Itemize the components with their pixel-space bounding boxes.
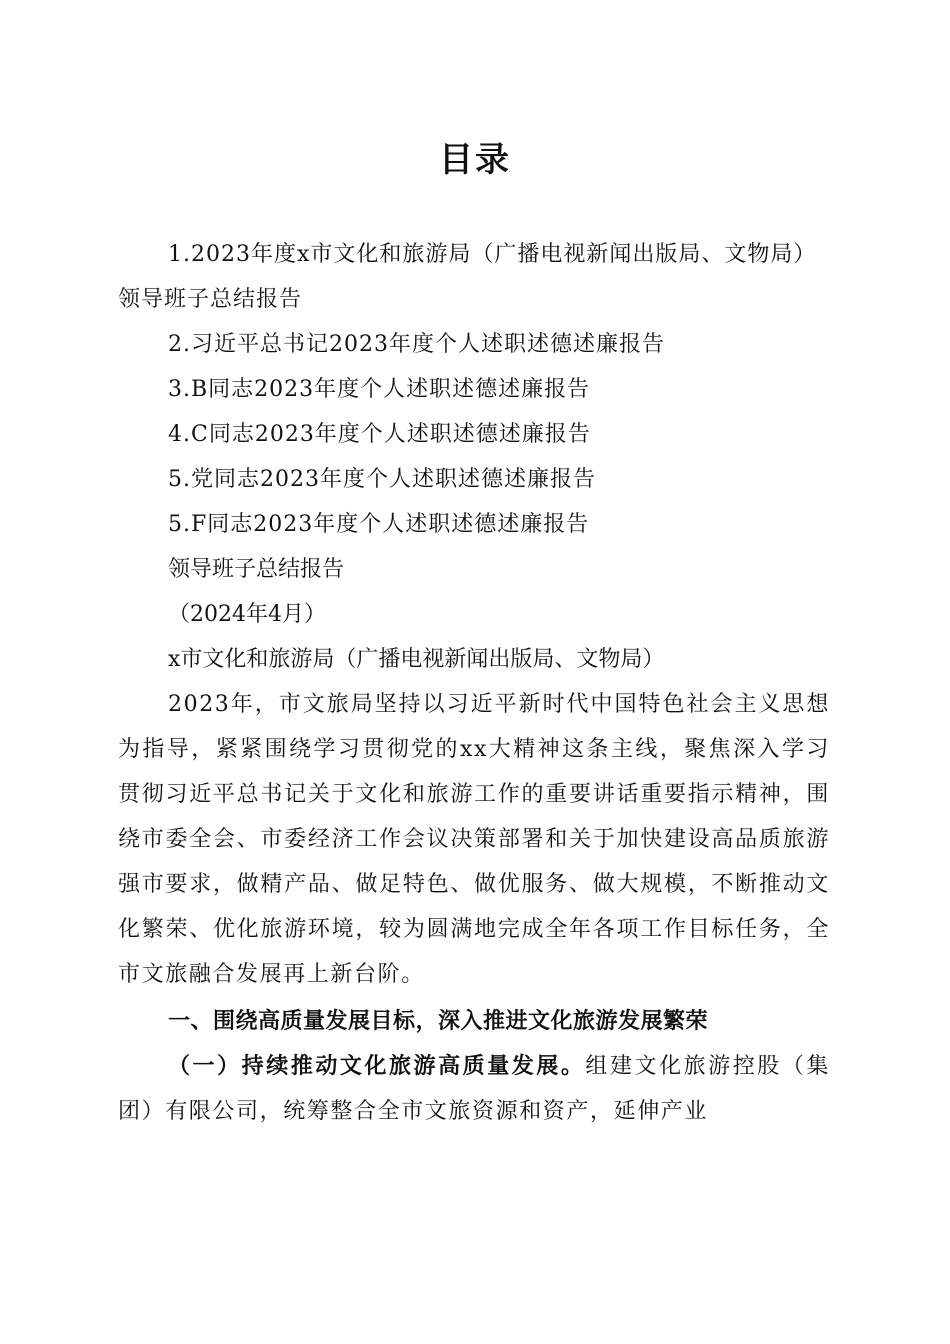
report-date: （2024年4月） — [168, 602, 326, 627]
intro-paragraph: 2023年，市文旅局坚持以习近平新时代中国特色社会主义思想为指导，紧紧围绕学习贯彻党的xx大精神这条主线，聚焦深入学习贯彻习近平总书记关于文化和旅游工作的重要讲话重要指示精神，围绕市委全会、市委经济工作会议决策部署和关于加快建设高品质旅游强市要求，做精产品、做足特色、做优服务、做大规模，不断推动文化繁荣、优化旅游环境，较为圆满地完成全年各项工作目标任务，全市文旅融合发展再上新台阶。 — [118, 692, 830, 987]
report-title: 领导班子总结报告 — [168, 557, 345, 582]
subsection-paragraph — [118, 1044, 830, 1134]
toc-item: 4.C同志2023年度个人述职述德述廉报告 — [168, 422, 591, 447]
document-body — [118, 232, 830, 1134]
toc-item: 1.2023年度x市文化和旅游局（广播电视新闻出版局、文物局）领导班子总结报告 — [118, 242, 817, 312]
toc-item: 3.B同志2023年度个人述职述德述廉报告 — [168, 377, 591, 402]
toc-item: 2.习近平总书记2023年度个人述职述德述廉报告 — [168, 332, 665, 357]
toc-item: 5.F同志2023年度个人述职述德述廉报告 — [168, 512, 590, 537]
subsection-text: 组建文化旅游控股（集团）有限公司，统筹整合全市文旅资源和资产，延伸产业 — [118, 1054, 830, 1124]
subsection-title: （一）持续推动文化旅游高质量发展。 — [168, 1053, 586, 1079]
section-heading: 一、围绕高质量发展目标，深入推进文化旅游发展繁荣 — [168, 1009, 709, 1034]
toc-item: 5.党同志2023年度个人述职述德述廉报告 — [168, 467, 596, 492]
document-title: 目录 — [439, 140, 511, 180]
report-organization: x市文化和旅游局（广播电视新闻出版局、文物局） — [168, 647, 665, 672]
